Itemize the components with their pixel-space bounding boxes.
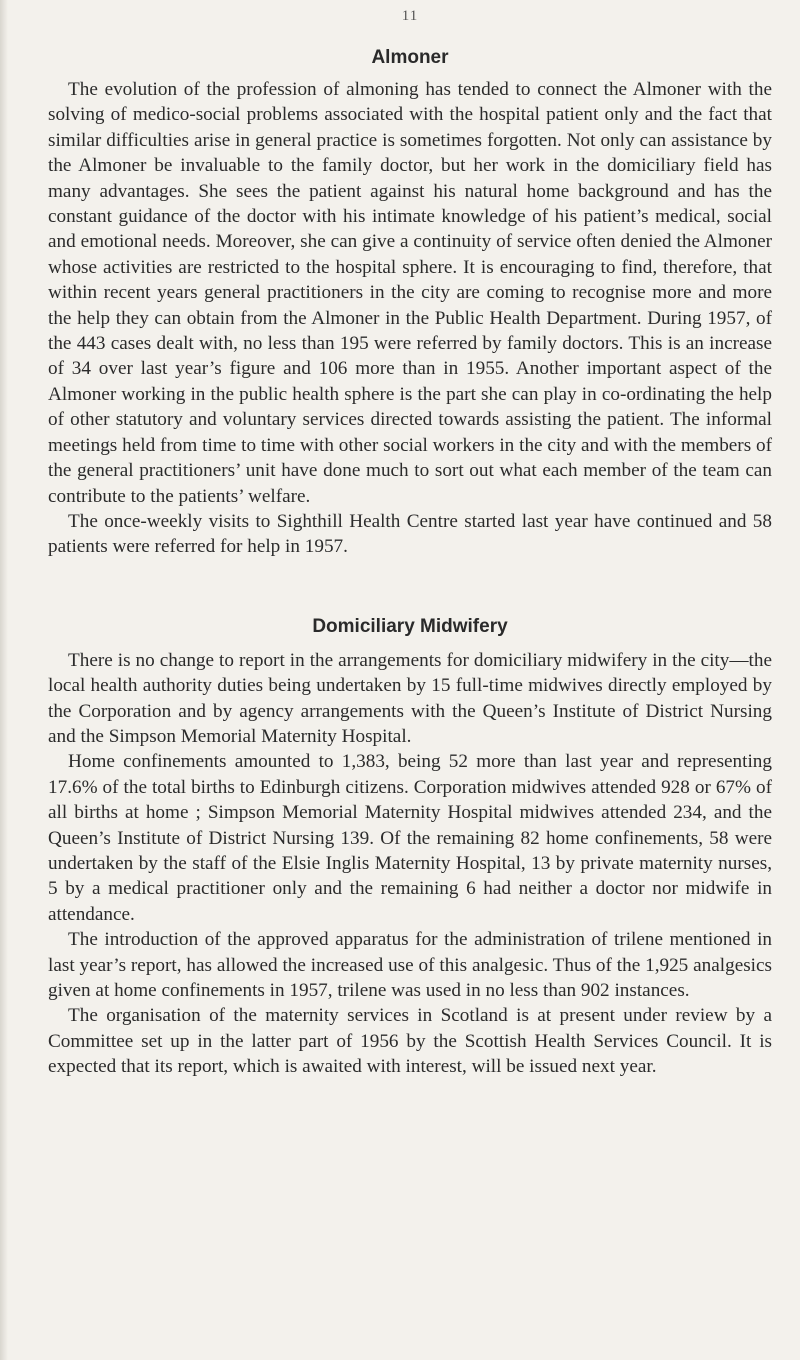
- almoner-paragraph-2: The once-weekly visits to Sighthill Health Centre started last year have continued and 58 patients were referred for help in 1957.: [48, 510, 772, 558]
- section-title-domiciliary-midwifery: Domiciliary Midwifery: [312, 615, 508, 637]
- page-number: 11: [401, 8, 419, 24]
- midwifery-paragraph-3: The introduction of the approved apparatus for the administration of trilene mentioned in last year’s report, has allowed the increased use of this analgesic. Thus of the 1,925 analgesics given at home confinements in 1957, trilene was used in no less than 902 instances.: [48, 929, 772, 1001]
- almoner-paragraph-1: The evolution of the profession of almoning has tended to connect the Almoner with the solving of medico-social problems associated with the hospital patient only and the fact that similar difficulties arise in general practice is sometimes forgotten. Not only can assistance by the Almoner be invaluable to the family doctor, but her work in the domiciliary field has many advantages. She sees the patient against his natural home background and has the constant guidance of the doctor with his intimate knowledge of his patient’s medical, social and emotional needs. Moreover, she can give a continuity of service often denied the Almoner whose activities are restricted to the hospital sphere. It is encouraging to find, therefore, that within recent years general practitioners in the city are coming to recognise more and more the help they can obtain from the Almoner in the Public Health Department. During 1957, of the 443 cases dealt with, no less than 195 were referred by family doctors. This is an increase of 34 over last year’s figure and 106 more than in 1955. Another important aspect of the Almoner working in the public health sphere is the part she can play in co-ordinating the help of other statutory and voluntary services directed towards assisting the patient. The informal meetings held from time to time with other social workers in the city and with the members of the general practitioners’ unit have done much to sort out what each member of the team can contribute to the patients’ welfare.: [48, 79, 772, 507]
- midwifery-paragraph-1: There is no change to report in the arrangements for domiciliary midwifery in the city—the local health authority duties being undertaken by 15 full-time midwives directly employed by the Corporation and by agency arrangements with the Queen’s Institute of District Nursing and the Simpson Memorial Maternity Hospital.: [48, 649, 772, 747]
- midwifery-paragraph-2: Home confinements amounted to 1,383, being 52 more than last year and representing 17.6% of the total births to Edinburgh citizens. Corporation midwives attended 928 or 67% of all births at home ; Simpson Memorial Maternity Hospital midwives attended 234, and the Queen’s Institute of District Nursing 139. Of the remaining 82 home confinements, 58 were undertaken by the staff of the Elsie Inglis Maternity Hospital, 13 by private maternity nurses, 5 by a medical practitioner only and the remaining 6 had neither a doctor nor midwife in attendance.: [48, 751, 772, 925]
- section-title-almoner: Almoner: [371, 47, 449, 68]
- midwifery-paragraph-4: The organisation of the maternity services in Scotland is at present under review by a Committee set up in the latter part of 1956 by the Scottish Health Services Council. It is expected that its report, which is awaited with interest, will be issued next year.: [48, 1005, 772, 1078]
